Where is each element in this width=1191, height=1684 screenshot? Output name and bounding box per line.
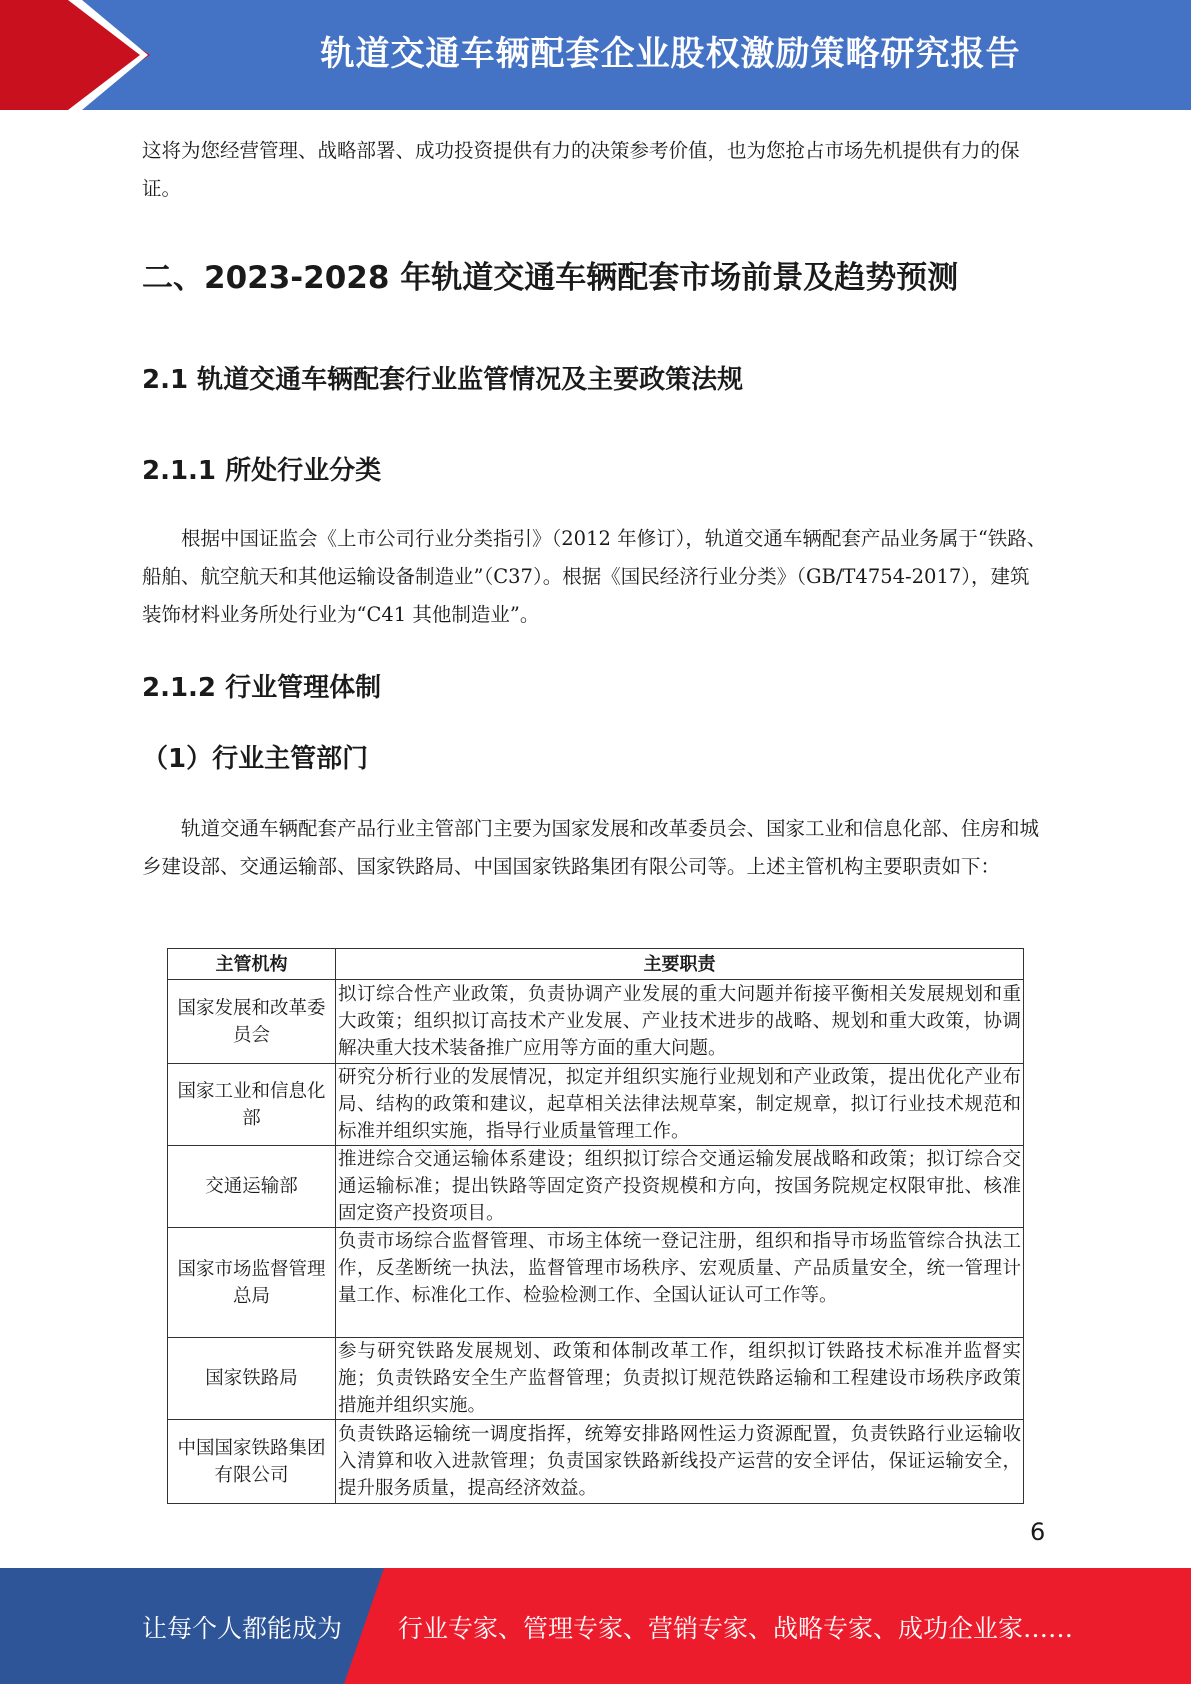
intro-paragraph: 这将为您经营管理、战略部署、成功投资提供有力的决策参考价值，也为您抢占市场先机提供有力的保证。 [142,139,1020,200]
table-cell-duty: 负责铁路运输统一调度指挥，统筹安排路网性运力资源配置，负责铁路行业运输收入清算和收入进款管理；负责国家铁路新线投产运营的安全评估，保证运输安全，提升服务质量，提高经济效益。 [336,1420,1024,1504]
table-header-org: 主管机构 [168,949,336,980]
section-heading: 二、2023-2028 年轨道交通车辆配套市场前景及趋势预测 [142,260,959,296]
table-row [168,1228,1024,1338]
page-header [0,0,1191,110]
classification-heading: 2.1.1 所处行业分类 [142,456,382,486]
table-header-row [168,949,1024,980]
table-row [168,1338,1024,1420]
management-subheading: （1）行业主管部门 [142,744,369,774]
management-paragraph: 轨道交通车辆配套产品行业主管部门主要为国家发展和改革委员会、国家工业和信息化部、住房和城乡建设部、交通运输部、国家铁路局、中国国家铁路集团有限公司等。上述主管机构主要职责如下： [142,817,1040,878]
header-arrow-decoration [0,0,150,110]
page-footer [0,1568,1191,1684]
table-cell-duty: 研究分析行业的发展情况，拟定并组织实施行业规划和产业政策，提出优化产业布局、结构的政策和建议，起草相关法律法规草案，制定规章，拟订行业技术规范和标准并组织实施，指导行业质量管理工作。 [336,1064,1024,1146]
classification-paragraph: 根据中国证监会《上市公司行业分类指引》（2012 年修订），轨道交通车辆配套产品业务属于“铁路、船舶、航空航天和其他运输设备制造业”（C37）。根据《国民经济行业分类》（GB/T4754-2017），建筑装饰材料业务所处行业为“C41 其他制造业”。 [142,527,1047,626]
table-cell-org: 中国国家铁路集团有限公司 [168,1420,336,1504]
management-heading: 2.1.2 行业管理体制 [142,673,382,703]
table-cell-org: 国家发展和改革委员会 [168,980,336,1064]
table-cell-duty: 拟订综合性产业政策，负责协调产业发展的重大问题并衔接平衡相关发展规划和重大政策；组织拟订高技术产业发展、产业技术进步的战略、规划和重大政策，协调解决重大技术装备推广应用等方面的重大问题。 [336,980,1024,1064]
table-row [168,1146,1024,1228]
header-title: 轨道交通车辆配套企业股权激励策略研究报告 [320,34,1021,74]
footer-right-text: 行业专家、管理专家、营销专家、战略专家、成功企业家…… [398,1614,1074,1643]
table-cell-org: 交通运输部 [168,1146,336,1228]
table-row [168,980,1024,1064]
table-cell-duty: 推进综合交通运输体系建设；组织拟订综合交通运输发展战略和政策；拟订综合交通运输标准；提出铁路等固定资产投资规模和方向，按国务院规定权限审批、核准固定资产投资项目。 [336,1146,1024,1228]
table-cell-org: 国家市场监督管理总局 [168,1228,336,1338]
table-header-duty: 主要职责 [336,949,1024,980]
table-cell-duty: 负责市场综合监督管理、市场主体统一登记注册，组织和指导市场监管综合执法工作，反垄断统一执法，监督管理市场秩序、宏观质量、产品质量安全，统一管理计量工作、标准化工作、检验检测工作、全国认证认可工作等。 [336,1228,1024,1338]
table-cell-duty: 参与研究铁路发展规划、政策和体制改革工作，组织拟订铁路技术标准并监督实施；负责铁路安全生产监督管理；负责拟订规范铁路运输和工程建设市场秩序政策措施并组织实施。 [336,1338,1024,1420]
responsibility-table [167,948,1024,1504]
table-cell-org: 国家工业和信息化部 [168,1064,336,1146]
page-number: 6 [1030,1518,1046,1546]
footer-left-text: 让每个人都能成为 [142,1614,343,1643]
table-cell-org: 国家铁路局 [168,1338,336,1420]
table-row [168,1420,1024,1504]
subsection-heading: 2.1 轨道交通车辆配套行业监管情况及主要政策法规 [142,365,744,395]
table-row [168,1064,1024,1146]
